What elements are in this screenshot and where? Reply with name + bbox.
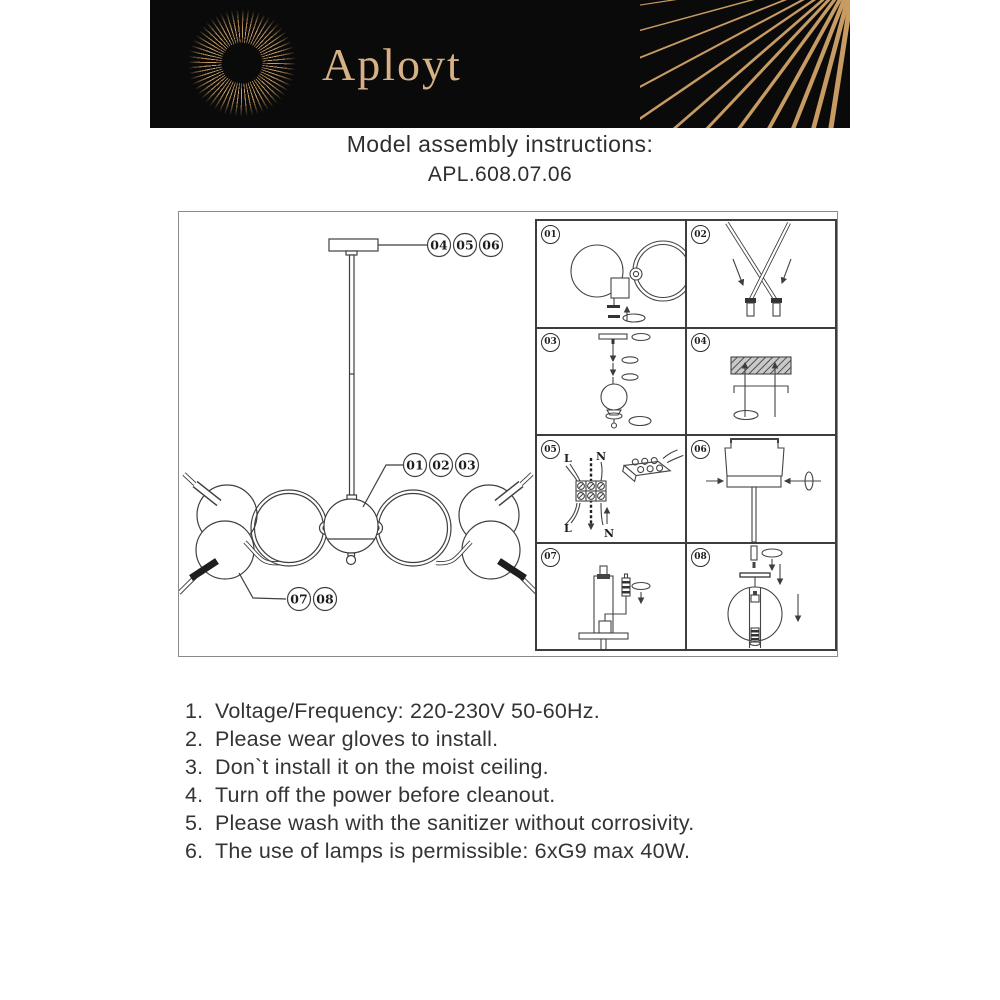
list-item bbox=[185, 725, 865, 753]
brand-name: Aployt bbox=[322, 38, 462, 90]
callout-08: 08 bbox=[316, 591, 334, 607]
list-item-number: 4. bbox=[185, 783, 204, 807]
list-item-number: 5. bbox=[185, 811, 204, 835]
list-item-text: The use of lamps is permissible: 6xG9 max 40W. bbox=[215, 839, 691, 863]
brand-banner bbox=[150, 0, 850, 128]
step-cell-06 bbox=[686, 435, 836, 543]
list-item bbox=[185, 697, 865, 725]
step-cell-03 bbox=[536, 328, 686, 436]
list-item-number: 1. bbox=[185, 699, 204, 723]
list-item-text: Please wear gloves to install. bbox=[215, 727, 499, 751]
list-item-number: 3. bbox=[185, 755, 204, 779]
callout-02: 02 bbox=[432, 457, 450, 473]
step-number-badge: 03 bbox=[541, 333, 560, 352]
step-number-badge: 05 bbox=[541, 440, 560, 459]
step-number-badge: 07 bbox=[541, 548, 560, 567]
callout-05: 05 bbox=[456, 237, 474, 253]
step-cell-08 bbox=[686, 543, 836, 651]
step-number-badge: 02 bbox=[691, 225, 710, 244]
list-item-text: Don`t install it on the moist ceiling. bbox=[215, 755, 549, 779]
step-cell-02 bbox=[686, 220, 836, 328]
safety-instructions-list bbox=[185, 697, 865, 865]
assembly-diagram-box bbox=[178, 211, 838, 657]
wire-label-live-top: L bbox=[564, 452, 572, 465]
wire-label-neutral-bottom: N bbox=[604, 527, 615, 540]
list-item-text: Voltage/Frequency: 220-230V 50-60Hz. bbox=[215, 699, 600, 723]
title-block bbox=[150, 131, 850, 187]
list-item bbox=[185, 837, 865, 865]
callout-04: 04 bbox=[430, 237, 448, 253]
starburst-logo-icon bbox=[186, 7, 298, 119]
assembly-steps-grid bbox=[535, 219, 837, 651]
step-cell-04 bbox=[686, 328, 836, 436]
callout-01: 01 bbox=[406, 457, 424, 473]
step-number-badge: 04 bbox=[691, 333, 710, 352]
step-cell-07 bbox=[536, 543, 686, 651]
list-item-text: Please wash with the sanitizer without corrosivity. bbox=[215, 811, 695, 835]
model-number: APL.608.07.06 bbox=[427, 163, 573, 186]
step-cell-01 bbox=[536, 220, 686, 328]
list-item-number: 6. bbox=[185, 839, 204, 863]
step-number-badge: 06 bbox=[691, 440, 710, 459]
wire-label-neutral-top: N bbox=[596, 450, 607, 463]
list-item bbox=[185, 781, 865, 809]
list-item-text: Turn off the power before cleanout. bbox=[215, 783, 556, 807]
callout-03: 03 bbox=[458, 457, 476, 473]
callout-07: 07 bbox=[290, 591, 308, 607]
corner-rays-icon bbox=[640, 0, 850, 128]
step-number-badge: 08 bbox=[691, 548, 710, 567]
page-title: Model assembly instructions: bbox=[346, 131, 654, 157]
step-cell-05 bbox=[536, 435, 686, 543]
step-number-badge: 01 bbox=[541, 225, 560, 244]
wire-label-live-bottom: L bbox=[564, 522, 572, 535]
list-item-number: 2. bbox=[185, 727, 204, 751]
list-item bbox=[185, 809, 865, 837]
chandelier-overview-drawing bbox=[179, 212, 537, 655]
callout-06: 06 bbox=[482, 237, 500, 253]
list-item bbox=[185, 753, 865, 781]
